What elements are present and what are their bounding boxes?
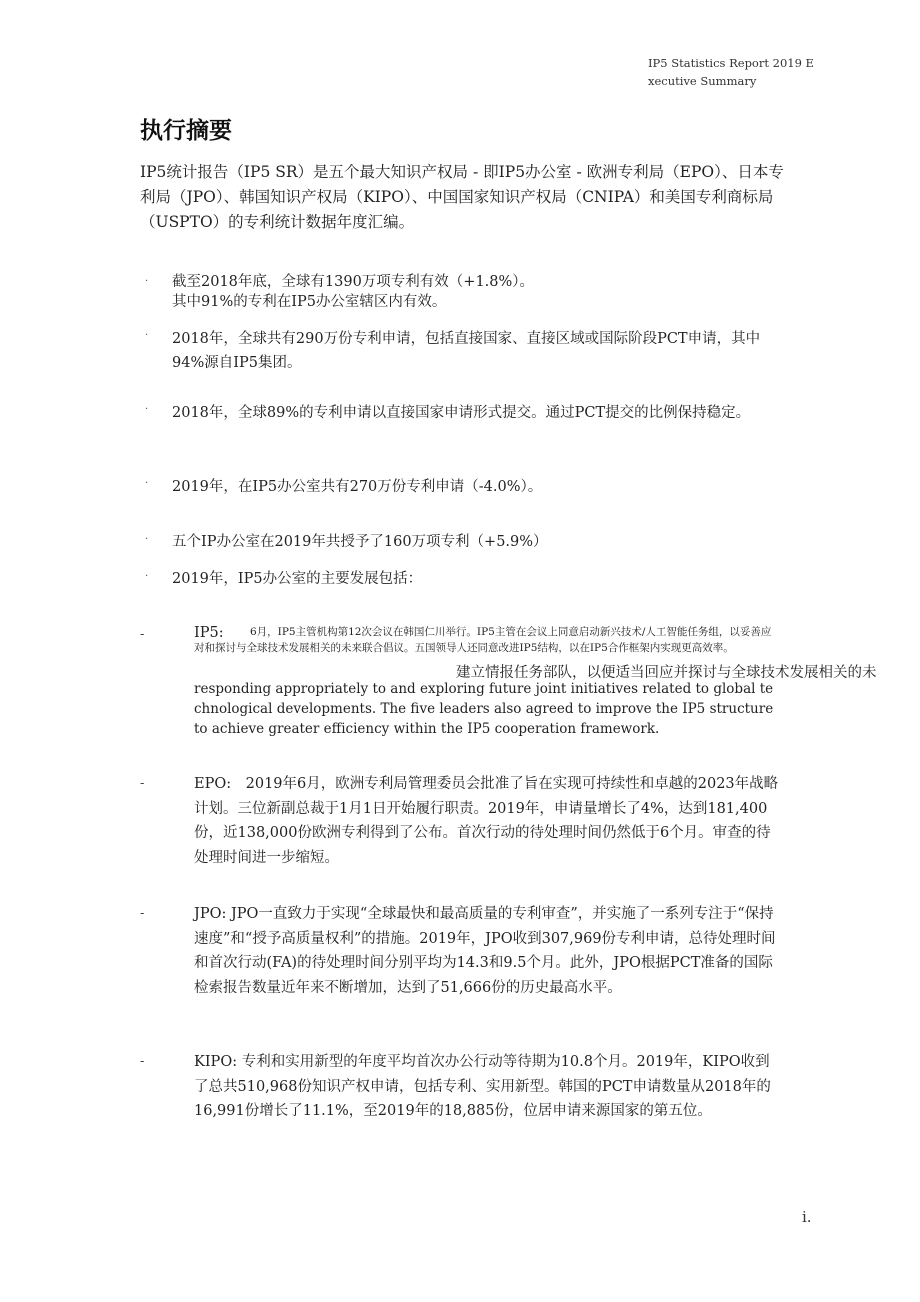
bullet-marker: · [145,330,149,341]
bullet-item: 2019年，IP5办公室的主要发展包括： [172,571,423,587]
dash-marker: - [140,627,145,642]
bullet-marker: · [145,276,149,287]
kipo-development: KIPO: 专利和实用新型的年度平均首次办公行动等待期为10.8个月。2019年，KIPO收到了总共510,968份知识产权申请，包括专利、实用新型。韩国的PCT申请数量从2018年的16,991份增长了11.1%，至2019年的18,885份，位居申请来源国家的第五位。 [194,1054,771,1119]
dash-marker: - [140,1054,145,1069]
bullet-item: 2019年，在IP5办公室共有270万份专利申请（-4.0%）。 [172,479,543,495]
page-title: 执行摘要 [140,118,232,144]
bullet-item: 2018年，全球共有290万份专利申请，包括直接国家、直接区域或国际阶段PCT申请，其中94%源自IP5集团。 [172,331,761,371]
bullet-item [172,272,780,312]
bullet-line: 其中91%的专利在IP5办公室辖区内有效。 [172,294,447,310]
bullet-marker: · [145,534,149,545]
ip5-english-text: responding appropriately to and exploring future joint initiatives related to global technological developments. The five leaders also agreed to improve the IP5 structure to achieve greater efficiency within the IP5 cooperation framework. [194,681,774,737]
bullet-marker: · [145,404,149,415]
dash-marker: - [140,906,145,921]
page-number: i. [802,1208,812,1226]
ip5-label: IP5: [194,625,224,641]
jpo-development: JPO: JPO一直致力于实现“全球最快和最高质量的专利审查”，并实施了一系列专注于“保持速度”和“授予高质量权利”的措施。2019年，JPO收到307,969份专利申请，总待处理时间和首次行动(FA)的待处理时间分别平均为14.3和9.5个月。此外，JPO根据PCT准备的国际检索报告数量近年来不断增加，达到了51,666份的历史最高水平。 [194,906,776,996]
ip5-overlap-text: 建立情报任务部队，以便适当回应并探讨与全球技术发展相关的未 [456,665,877,681]
dash-marker: - [140,776,145,791]
running-header: IP5 Statistics Report 2019 Executive Summary [648,56,814,88]
intro-paragraph: IP5统计报告（IP5 SR）是五个最大知识产权局 - 即IP5办公室 - 欧洲专利局（EPO）、日本专利局（JPO）、韩国知识产权局（KIPO）、中国国家知识产权局（CNIPA）和美国专利商标局（USPTO）的专利统计数据年度汇编。 [140,163,784,231]
bullet-marker: · [145,571,149,582]
ip5-development-note: 6月，IP5主管机构第12次会议在韩国仁川举行。IP5主管在会议上同意启动新兴技术/人工智能任务组，以妥善应对和探讨与全球技术发展相关的未来联合倡议。五国领导人还同意改进IP5结构，以在IP5合作框架内实现更高效率。 [194,626,772,654]
bullet-line: 截至2018年底，全球有1390万项专利有效（+1.8%）。 [172,274,535,290]
epo-development: EPO: 2019年6月，欧洲专利局管理委员会批准了旨在实现可持续性和卓越的2023年战略计划。三位新副总裁于1月1日开始履行职责。2019年，申请量增长了4%，达到181,400份，近138,000份欧洲专利得到了公布。首次行动的待处理时间仍然低于6个月。审查的待处理时间进一步缩短。 [194,776,779,866]
bullet-item: 2018年，全球89%的专利申请以直接国家申请形式提交。通过PCT提交的比例保持稳定。 [172,405,751,421]
bullet-item: 五个IP办公室在2019年共授予了160万项专利（+5.9%） [172,534,548,550]
bullet-marker: · [145,478,149,489]
